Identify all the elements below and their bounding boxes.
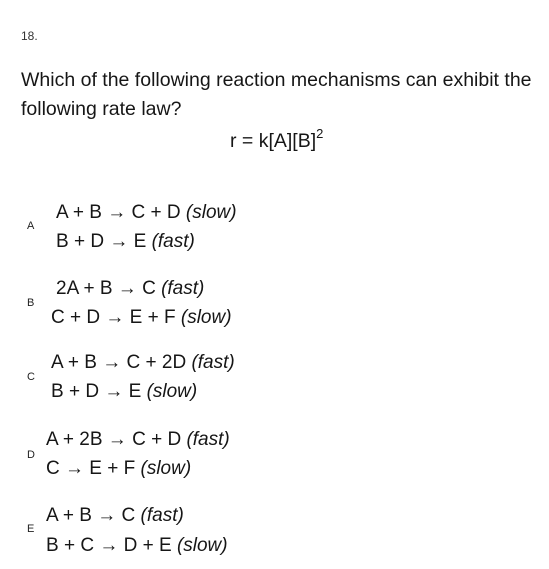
option-letter: D bbox=[27, 449, 35, 461]
option-step-1 bbox=[56, 278, 204, 300]
step-speed: (fast) bbox=[191, 352, 235, 373]
option-step-2 bbox=[51, 381, 197, 403]
step-reaction: A + 2B → C + D bbox=[46, 429, 182, 450]
option-letter: B bbox=[27, 297, 35, 309]
option-step-1 bbox=[51, 352, 235, 374]
option-step-2 bbox=[51, 307, 232, 329]
step-reaction: A + B → C bbox=[46, 505, 136, 526]
option-step-1 bbox=[56, 202, 237, 224]
rate-law-expression: r = k[A][B] bbox=[230, 130, 317, 152]
step-speed: (slow) bbox=[176, 535, 228, 556]
rate-law bbox=[230, 126, 324, 153]
option-step-2 bbox=[46, 535, 228, 557]
option-d[interactable] bbox=[0, 427, 549, 491]
step-reaction: 2A + B → C bbox=[56, 278, 156, 299]
step-speed: (slow) bbox=[185, 202, 237, 223]
option-c[interactable] bbox=[0, 349, 549, 413]
question-number: 18. bbox=[21, 29, 38, 43]
step-speed: (fast) bbox=[186, 429, 230, 450]
option-letter: A bbox=[27, 220, 35, 232]
question-stem: Which of the following reaction mechanisms can exhibit the following rate law? bbox=[21, 69, 532, 120]
step-reaction: C + D → E + F bbox=[51, 307, 176, 328]
step-speed: (slow) bbox=[140, 458, 192, 479]
step-reaction: A + B → C + 2D bbox=[51, 352, 187, 373]
step-reaction: A + B → C + D bbox=[56, 202, 181, 223]
option-b[interactable] bbox=[0, 275, 549, 339]
step-reaction: B + C → D + E bbox=[46, 535, 172, 556]
option-step-2 bbox=[46, 458, 191, 480]
option-a[interactable] bbox=[0, 198, 549, 262]
step-speed: (fast) bbox=[140, 505, 184, 526]
option-letter: E bbox=[27, 523, 35, 535]
step-speed: (slow) bbox=[180, 307, 232, 328]
option-step-1 bbox=[46, 429, 230, 451]
step-reaction: C → E + F bbox=[46, 458, 136, 479]
option-e[interactable] bbox=[0, 503, 549, 567]
step-speed: (fast) bbox=[161, 278, 205, 299]
option-letter: C bbox=[27, 371, 35, 383]
step-reaction: B + D → E bbox=[56, 231, 147, 252]
step-speed: (fast) bbox=[151, 231, 195, 252]
step-reaction: B + D → E bbox=[51, 381, 142, 402]
step-speed: (slow) bbox=[146, 381, 198, 402]
option-step-2 bbox=[56, 231, 195, 253]
rate-law-exponent: 2 bbox=[316, 126, 324, 141]
option-step-1 bbox=[46, 505, 184, 527]
